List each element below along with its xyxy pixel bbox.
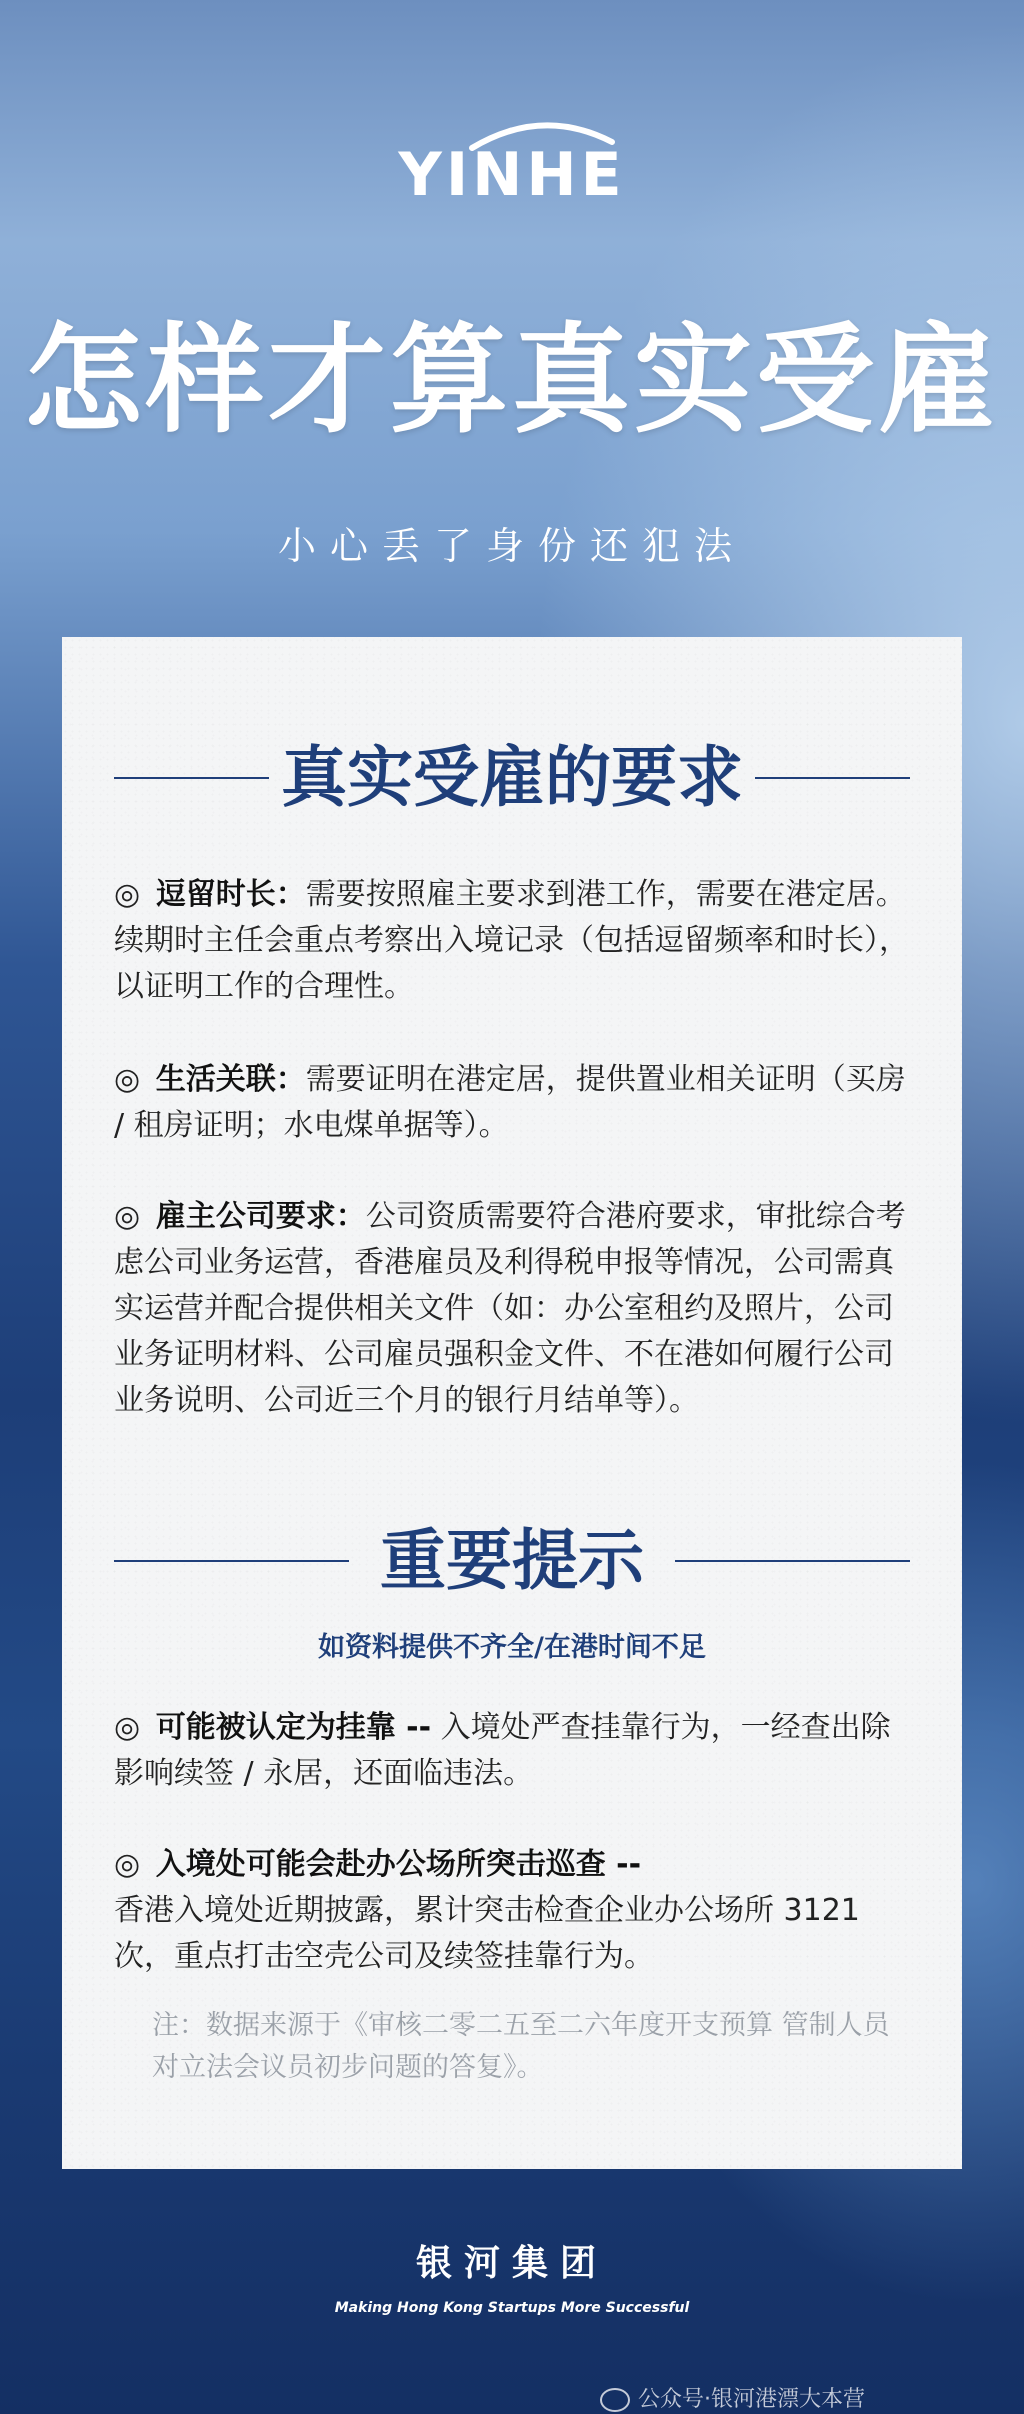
company-name: 银河集团 (415, 2243, 608, 2284)
section-title: 真实受雇的要求 (281, 738, 743, 816)
bullet-icon: ◎ (114, 1062, 141, 1097)
page-subtitle: 小心丢了身份还犯法 (277, 524, 746, 568)
divider (675, 1560, 910, 1562)
company-slogan: Making Hong Kong Startups More Successful (334, 2300, 690, 2316)
item-text: 需要证明在港定居，提供置业相关证明（买房 / 租房证明；水电煤单据等）。 (114, 1062, 906, 1143)
section-heading-notice (62, 1510, 962, 1610)
bullet-icon: ◎ (114, 1199, 141, 1234)
divider (755, 777, 910, 779)
item-label: 可能被认定为挂靠 -- (155, 1710, 432, 1745)
section-caption: 如资料提供不齐全/在港时间不足 (318, 1632, 706, 1663)
page-title: 怎样才算真实受雇 (23, 310, 1000, 449)
item-label: 入境处可能会赴办公场所突击巡查 -- (155, 1847, 642, 1882)
list-item (114, 1842, 914, 1980)
section-title: 重要提示 (380, 1521, 644, 1599)
content-card (62, 637, 962, 2169)
item-label: 雇主公司要求： (155, 1199, 366, 1234)
wechat-icon (600, 2388, 630, 2412)
item-text: 香港入境处近期披露，累计突击检查企业办公场所 3121 次，重点打击空壳公司及续签挂靠行为。 (114, 1893, 860, 1974)
watermark-text: 公众号·银河港漂大本营 (638, 2387, 865, 2412)
bullet-icon: ◎ (114, 1847, 141, 1882)
bullet-icon: ◎ (114, 1710, 141, 1745)
item-text: 公司资质需要符合港府要求，审批综合考虑公司业务运营，香港雇员及利得税申报等情况，公司需真实运营并配合提供相关文件（如：办公室租约及照片，公司业务证明材料、公司雇员强积金文件、不在港如何履行公司业务说明、公司近三个月的银行月结单等）。 (114, 1199, 906, 1418)
item-label: 逗留时长： (155, 877, 306, 912)
item-text: 需要按照雇主要求到港工作，需要在港定居。续期时主任会重点考察出入境记录（包括逗留频率和时长），以证明工作的合理性。 (114, 877, 909, 1004)
list-item (114, 872, 914, 1010)
source-note: 注：数据来源于《审核二零二五至二六年度开支预算 管制人员对立法会议员初步问题的答复》。 (152, 2010, 890, 2083)
logo-text: YINHE (398, 140, 626, 210)
list-item (114, 1705, 914, 1797)
item-text: 入境处严查挂靠行为，一经查出除影响续签 / 永居，还面临违法。 (114, 1710, 891, 1791)
list-item (114, 1057, 914, 1149)
watermark (600, 2382, 1000, 2413)
section-heading-requirements (62, 727, 962, 827)
list-item (114, 1194, 914, 1424)
brand-logo (0, 100, 1024, 210)
item-label: 生活关联： (155, 1062, 306, 1097)
bullet-icon: ◎ (114, 877, 141, 912)
